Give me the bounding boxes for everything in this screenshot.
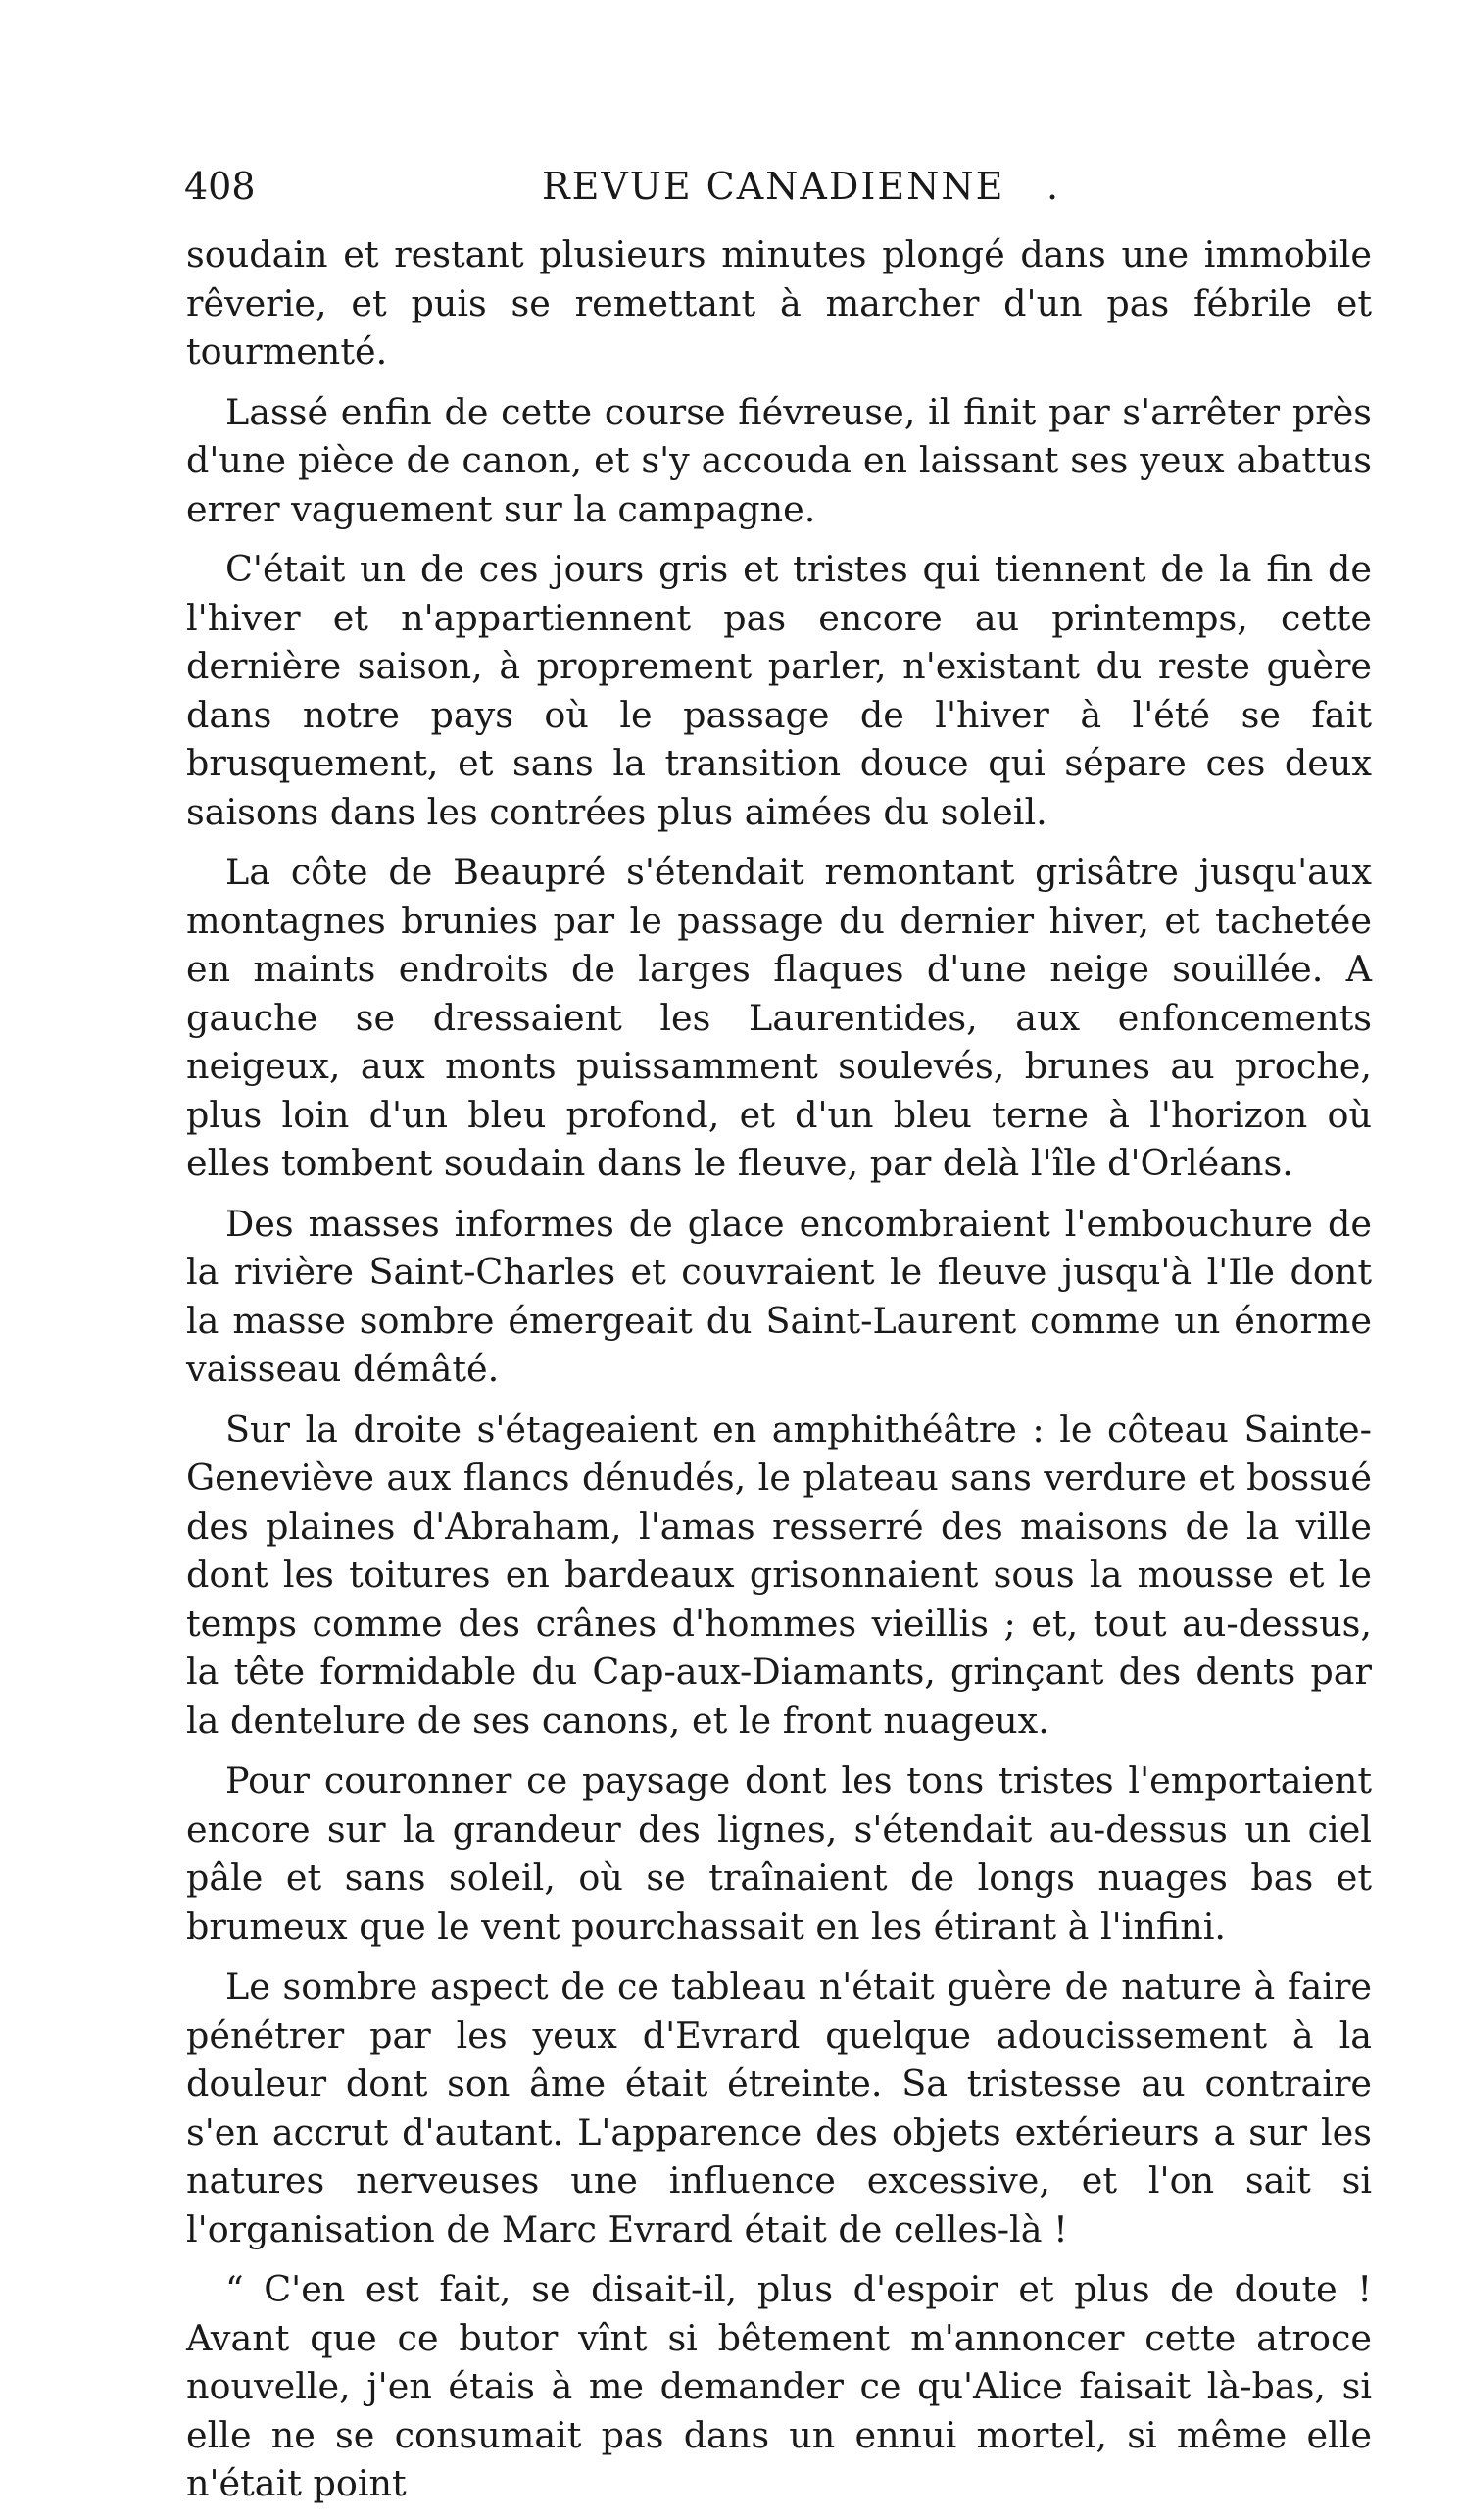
paragraph: C'était un de ces jours gris et tristes qui tiennent de la fin de l'hiver et n'appartiennent pas encore au printemps, cette dernière saison, à proprement parler, n'existant du reste guère dans notre pays où le passage de l'hiver à l'été se fait brusquement, et sans la transition douce qui sépare ces deux saisons dans les contrées plus aimées du soleil.	[186, 548, 1372, 833]
paragraph: Sur la droite s'étageaient en amphithéâtre : le côteau Sainte-Geneviève aux flancs dénudés, le plateau sans verdure et bossué des plaines d'Abraham, l'amas resserré des maisons de la ville dont les toitures en bardeaux grisonnaient sous la mousse et le temps comme des crânes d'hommes vieillis ; et, tout au-dessus, la tête formidable du Cap-aux-Diamants, grinçant des dents par la dentelure de ses canons, et le front nuageux.	[186, 1408, 1372, 1742]
paragraph-continued: soudain et restant plusieurs minutes plongé dans une immobile rêverie, et puis se remettant à marcher d'un pas fébrile et tourmenté.	[186, 233, 1372, 372]
paragraph: La côte de Beaupré s'étendait remontant grisâtre jusqu'aux montagnes brunies par le passage du dernier hiver, et tachetée en maints endroits de larges flaques d'une neige souillée. A gauche se dressaient les Laurentides, aux enfoncements neigeux, aux monts puissamment soulevés, brunes au proche, plus loin d'un bleu profond, et d'un bleu terne à l'horizon où elles tombent soudain dans le fleuve, par delà l'île d'Orléans.	[186, 851, 1372, 1184]
header-mark: .	[1046, 165, 1059, 208]
body-text	[186, 230, 1372, 2520]
page-header	[184, 157, 1370, 216]
paragraph: Pour couronner ce paysage dont les tons tristes l'emportaient encore sur la grandeur des lignes, s'étendait au-dessus un ciel pâle et sans soleil, où se traînaient de longs nuages bas et brumeux que le vent pourchassait en les étirant à l'infini.	[186, 1759, 1372, 1948]
paragraph: Le sombre aspect de ce tableau n'était guère de nature à faire pénétrer par les yeux d'Evrard quelque adoucissement à la douleur dont son âme était étreinte. Sa tristesse au contraire s'en accrut d'autant. L'apparence des objets extérieurs a sur les natures nerveuses une influence excessive, et l'on sait si l'organisation de Marc Evrard était de celles-là !	[186, 1965, 1372, 2250]
page-number: 408	[184, 165, 256, 208]
paragraph: “ C'en est fait, se disait-il, plus d'espoir et plus de doute ! Avant que ce butor vînt si bêtement m'annoncer cette atroce nouvelle, j'en étais à me demander ce qu'Alice faisait là-bas, si elle ne se consumait pas dans un ennui mortel, si même elle n'était point	[186, 2268, 1372, 2504]
running-title: REVUE CANADIENNE	[542, 165, 1005, 208]
paragraph: Des masses informes de glace encombraient l'embouchure de la rivière Saint-Charles et couvraient le fleuve jusqu'à l'Ile dont la masse sombre émergeait du Saint-Laurent comme un énorme vaisseau démâté.	[186, 1202, 1372, 1390]
paragraph: Lassé enfin de cette course fiévreuse, il finit par s'arrêter près d'une pièce de canon, et s'y accouda en laissant ses yeux abattus errer vaguement sur la campagne.	[186, 390, 1372, 530]
